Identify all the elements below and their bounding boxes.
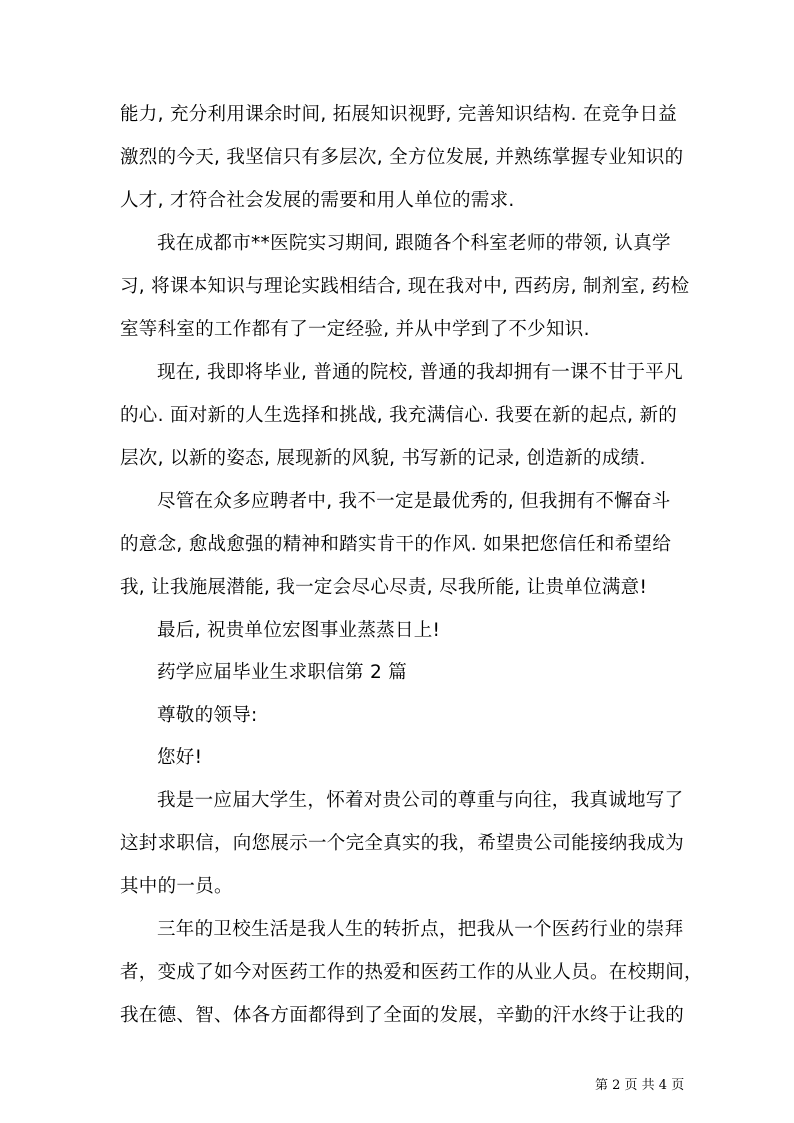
- text-line: 习, 将课本知识与理论实践相结合, 现在我对中, 西药房, 制剂室, 药检: [120, 276, 690, 297]
- text-line: 层次, 以新的姿态, 展现新的风貌, 书写新的记录, 创造新的成绩.: [120, 448, 646, 469]
- text-line: 激烈的今天, 我坚信只有多层次, 全方位发展, 并熟练掌握专业知识的: [120, 147, 684, 168]
- greeting: 您好!: [157, 747, 203, 768]
- text-line: 的意念, 愈战愈强的精神和踏实肯干的作风. 如果把您信任和希望给: [120, 534, 672, 555]
- text-line: 能力, 充分利用课余时间, 拓展知识视野, 完善知识结构. 在竞争日益: [120, 104, 678, 125]
- text-line: 者，变成了如今对医药工作的热爱和医药工作的从业人员。在校期间，: [120, 962, 703, 983]
- text-line: 我是一应届大学生，怀着对贵公司的尊重与向往，我真诚地写了: [157, 790, 684, 811]
- text-line: 其中的一员。: [120, 876, 233, 897]
- salutation: 尊敬的领导:: [157, 705, 258, 726]
- text-line: 三年的卫校生活是我人生的转折点，把我从一个医药行业的崇拜: [157, 919, 684, 940]
- text-line: 室等科室的工作都有了一定经验, 并从中学到了不少知识.: [120, 319, 590, 340]
- page-indicator: 第 2 页 共 4 页: [595, 1078, 685, 1093]
- text-line: 人才, 才符合社会发展的需要和用人单位的需求.: [120, 190, 515, 211]
- text-line: 最后, 祝贵单位宏图事业蒸蒸日上!: [157, 620, 441, 641]
- section-title: 药学应届毕业生求职信第 2 篇: [157, 662, 408, 683]
- text-line: 现在, 我即将毕业, 普通的院校, 普通的我却拥有一课不甘于平凡: [157, 362, 683, 383]
- text-line: 我在德、智、体各方面都得到了全面的发展，辛勤的汗水终于让我的: [120, 1005, 685, 1026]
- text-line: 的心. 面对新的人生选择和挑战, 我充满信心. 我要在新的起点, 新的: [120, 405, 678, 426]
- text-line: 这封求职信，向您展示一个完全真实的我，希望贵公司能接纳我成为: [120, 833, 685, 854]
- text-line: 我, 让我施展潜能, 我一定会尽心尽责, 尽我所能, 让贵单位满意!: [120, 577, 648, 598]
- text-line: 尽管在众多应聘者中, 我不一定是最优秀的, 但我拥有不懈奋斗: [157, 491, 671, 512]
- text-line: 我在成都市**医院实习期间, 跟随各个科室老师的带领, 认真学: [157, 233, 671, 254]
